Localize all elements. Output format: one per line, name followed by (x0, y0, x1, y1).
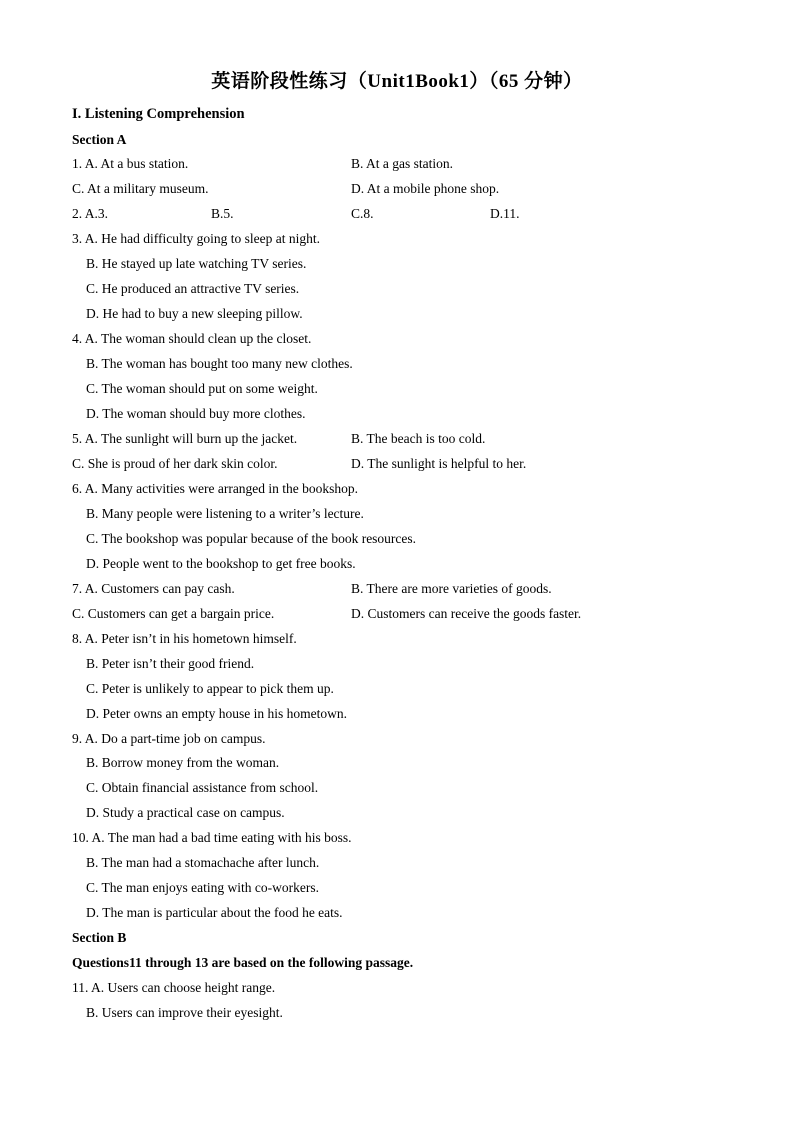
q7-option-a: 7. A. Customers can pay cash. (72, 581, 235, 596)
q9-option-b: B. Borrow money from the woman. (86, 755, 280, 770)
q3-option-b: B. He stayed up late watching TV series. (86, 256, 307, 271)
q9-option-a: 9. A. Do a part-time job on campus. (72, 731, 266, 746)
q4-option-d: D. The woman should buy more clothes. (86, 406, 306, 421)
q11-option-a: 11. A. Users can choose height range. (72, 980, 276, 995)
q3-option-a: 3. A. He had difficulty going to sleep at night. (72, 231, 320, 246)
q6-option-c: C. The bookshop was popular because of the book resources. (86, 531, 417, 546)
q10-option-a: 10. A. The man had a bad time eating with his boss. (72, 830, 352, 845)
q10-option-b: B. The man had a stomachache after lunch. (86, 855, 320, 870)
q9-option-d: D. Study a practical case on campus. (86, 805, 285, 820)
q3-option-c: C. He produced an attractive TV series. (86, 281, 300, 296)
q2-option-d: D.11. (490, 206, 520, 221)
q5-option-d: D. The sunlight is helpful to her. (351, 456, 527, 471)
q4-option-a: 4. A. The woman should clean up the closet. (72, 331, 312, 346)
q4-option-c: C. The woman should put on some weight. (86, 381, 318, 396)
q2-option-c: C.8. (351, 206, 374, 221)
q5-option-b: B. The beach is too cold. (351, 431, 486, 446)
q10-option-d: D. The man is particular about the food he eats. (86, 905, 343, 920)
q9-option-c: C. Obtain financial assistance from school. (86, 780, 319, 795)
q6-option-b: B. Many people were listening to a writer’s lecture. (86, 506, 364, 521)
q7-option-c: C. Customers can get a bargain price. (72, 606, 275, 621)
q1-option-a: 1. A. At a bus station. (72, 156, 189, 171)
passage-instruction: Questions11 through 13 are based on the following passage. (72, 955, 414, 970)
q1-option-b: B. At a gas station. (351, 156, 453, 171)
q1-option-c: C. At a military museum. (72, 181, 209, 196)
q2-option-a: 2. A.3. (72, 206, 109, 221)
q5-option-a: 5. A. The sunlight will burn up the jacket. (72, 431, 298, 446)
q1-option-d: D. At a mobile phone shop. (351, 181, 500, 196)
q7-option-d: D. Customers can receive the goods faster. (351, 606, 582, 621)
section-b-heading: Section B (72, 930, 127, 945)
page-title: 英语阶段性练习（Unit1Book1）（65 分钟） (211, 71, 583, 92)
q8-option-d: D. Peter owns an empty house in his hometown. (86, 706, 347, 721)
q7-option-b: B. There are more varieties of goods. (351, 581, 552, 596)
q6-option-a: 6. A. Many activities were arranged in the bookshop. (72, 481, 359, 496)
q5-option-c: C. She is proud of her dark skin color. (72, 456, 278, 471)
q10-option-c: C. The man enjoys eating with co-workers. (86, 880, 319, 895)
q6-option-d: D. People went to the bookshop to get free books. (86, 556, 356, 571)
q4-option-b: B. The woman has bought too many new clothes. (86, 356, 353, 371)
section-a-heading: Section A (72, 132, 127, 147)
q3-option-d: D. He had to buy a new sleeping pillow. (86, 306, 303, 321)
q11-option-b: B. Users can improve their eyesight. (86, 1005, 283, 1020)
q8-option-b: B. Peter isn’t their good friend. (86, 656, 255, 671)
q8-option-a: 8. A. Peter isn’t in his hometown himself. (72, 631, 297, 646)
q2-option-b: B.5. (211, 206, 234, 221)
q8-option-c: C. Peter is unlikely to appear to pick them up. (86, 681, 334, 696)
part1-heading: I. Listening Comprehension (72, 106, 245, 122)
